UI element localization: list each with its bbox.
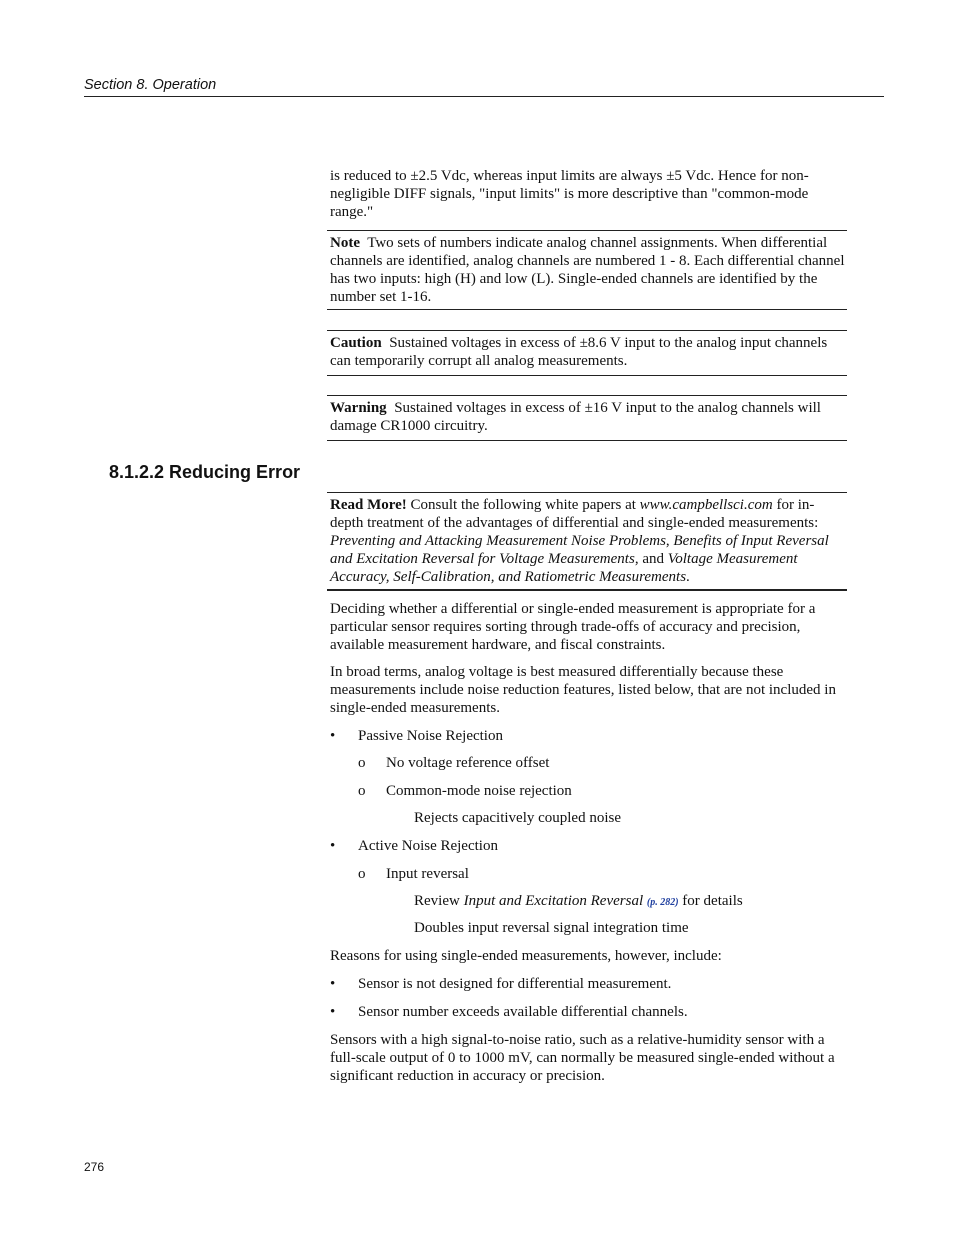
list-item — [330, 809, 846, 827]
list-item-text: Passive Noise Rejection — [358, 728, 503, 744]
review-text-end: for details — [682, 893, 743, 909]
paragraph-sensors: Sensors with a high signal-to-noise ratio, such as a relative-humidity sensor with a full-scale output of 0 to 1000 mV, can normally be measured single-ended without a significant reduction in accuracy or precision. — [330, 1032, 835, 1084]
circle-bullet-icon: o — [358, 866, 366, 882]
list-item — [330, 754, 846, 772]
read-more-text-2: for in-depth treatment of the advantages of differential and single-ended measurements: — [330, 497, 819, 531]
page-reference-link[interactable]: (p. 282) — [646, 897, 679, 908]
list-item — [330, 727, 846, 745]
list-item — [330, 892, 846, 910]
list-item-text: Sensor is not designed for differential measurement. — [358, 976, 672, 992]
caution-box — [327, 330, 847, 376]
note-label: Note — [330, 235, 360, 251]
circle-bullet-icon: o — [358, 783, 366, 799]
intro-paragraph: is reduced to ±2.5 Vdc, whereas input limits are always ±5 Vdc. Hence for non-negligible DIFF signals, "input limits" is more descriptive than "common-mode range." — [330, 168, 809, 220]
warning-box — [327, 395, 847, 441]
separator: , and — [634, 551, 664, 567]
campbellsci-link[interactable]: www.campbellsci.com — [639, 497, 773, 513]
read-more-text: Consult the following white papers at — [410, 497, 636, 513]
caution-label: Caution — [330, 335, 382, 351]
paragraph-broad-terms: In broad terms, analog voltage is best measured differentially because these measurements include noise reduction features, listed below, that are not included in single-ended measurements. — [330, 664, 836, 716]
list-item-text — [414, 892, 743, 912]
list-item-text: Common-mode noise rejection — [386, 783, 572, 799]
running-header — [84, 76, 884, 97]
read-more-box — [327, 492, 847, 591]
list-item — [330, 1003, 846, 1021]
list-item-text: No voltage reference offset — [386, 755, 550, 771]
list-item-text: Active Noise Rejection — [358, 838, 498, 854]
note-text: Two sets of numbers indicate analog channel assignments. When differential channels are identified, analog channels are numbered 1 - 8. Each differential channel has two inputs: high (H) and low (L). Single-ended channels are identified by the number set 1-16. — [330, 235, 845, 305]
paragraph-reasons: Reasons for using single-ended measurements, however, include: — [330, 948, 722, 964]
period: . — [686, 569, 690, 585]
review-text: Review — [414, 893, 460, 909]
list-item-text: Sensor number exceeds available differential channels. — [358, 1004, 688, 1020]
white-paper-title-1: Preventing and Attacking Measurement Noise Problems — [330, 533, 666, 549]
section-heading: 8.1.2.2 Reducing Error — [109, 462, 301, 482]
bullet-icon: • — [330, 728, 336, 744]
page-number: 276 — [84, 1160, 105, 1174]
bullet-icon: • — [330, 976, 336, 992]
list-item-text: Input reversal — [386, 866, 469, 882]
list-item — [330, 782, 846, 800]
list-item — [330, 837, 846, 855]
section-title: Section 8. Operation — [84, 77, 217, 93]
warning-label: Warning — [330, 400, 387, 416]
circle-bullet-icon: o — [358, 755, 366, 771]
paragraph-deciding: Deciding whether a differential or single-ended measurement is appropriate for a particular sensor requires sorting through trade-offs of accuracy and precision, available measurement hardware, and fiscal constraints. — [330, 601, 816, 653]
bullet-icon: • — [330, 838, 336, 854]
white-paper-title-2: Benefits of Input Reversal and Excitation Reversal for Voltage Measurements — [330, 533, 829, 567]
list-item — [330, 865, 846, 883]
list-item — [330, 975, 846, 993]
white-paper-title-3: Voltage Measurement Accuracy, Self-Calibration, and Ratiometric Measurements — [330, 551, 798, 585]
list-item — [330, 919, 846, 937]
separator: , — [665, 533, 670, 549]
read-more-label: Read More! — [330, 497, 407, 513]
cross-reference-link[interactable]: Input and Excitation Reversal — [463, 893, 644, 909]
warning-text: Sustained voltages in excess of ±16 V input to the analog channels will damage CR1000 circuitry. — [330, 400, 821, 434]
list-item-text: Rejects capacitively coupled noise — [414, 810, 622, 826]
note-box — [327, 230, 847, 310]
list-item-text: Doubles input reversal signal integration time — [414, 920, 689, 936]
bullet-icon: • — [330, 1004, 336, 1020]
caution-text: Sustained voltages in excess of ±8.6 V input to the analog input channels can temporarily corrupt all analog measurements. — [330, 335, 828, 369]
